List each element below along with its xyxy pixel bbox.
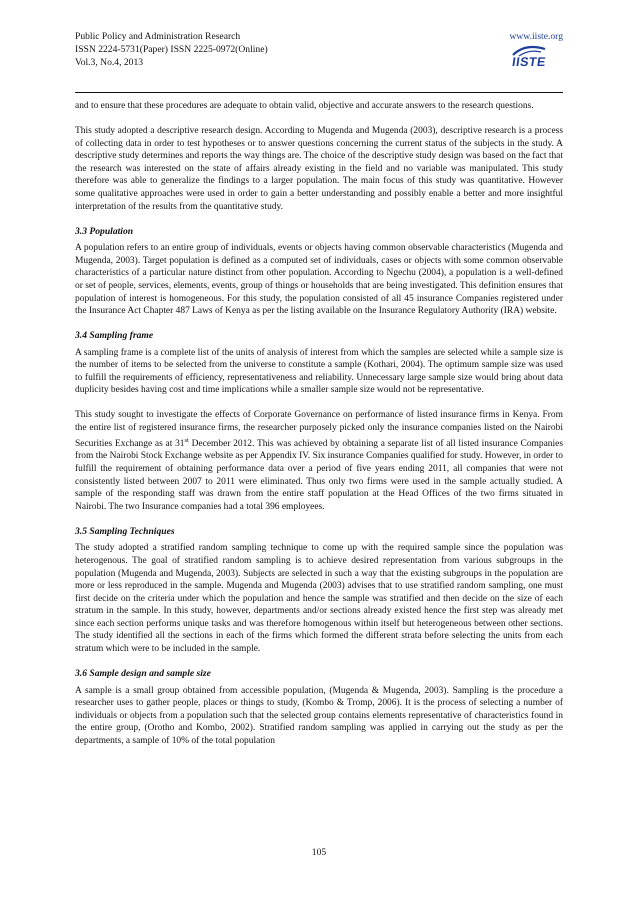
sampling-frame-paragraph: A sampling frame is a complete list of the units of analysis of interest from which the samples are selected while a sample size is the number of items to be selected from the universe to constitute a sample (Kothari, 2004). The optimum sample size was used to fulfill the requirements of efficiency, representativeness and reliability. Unnecessary large sample size would bring about data duplicity besides having cost and time implications while a smaller sample size would not be representative. <box>75 347 563 396</box>
sample-design-heading: 3.6 Sample design and sample size <box>75 668 211 680</box>
page-header <box>75 30 563 88</box>
page-number: 105 <box>311 847 327 858</box>
document-page <box>75 30 563 858</box>
journal-title: Public Policy and Administration Research <box>75 31 241 42</box>
governance-paragraph <box>75 409 563 513</box>
journal-volume: Vol.3, No.4, 2013 <box>75 57 144 68</box>
logo-text: IISTE <box>511 55 547 69</box>
journal-issn: ISSN 2224-5731(Paper) ISSN 2225-0972(Online) <box>75 44 268 55</box>
ordinal-superscript: st <box>184 436 189 444</box>
article-body <box>75 100 563 760</box>
intro-continuation-paragraph: and to ensure that these procedures are adequate to obtain valid, objective and accurate answers to the research questions. <box>75 101 534 111</box>
sampling-frame-heading: 3.4 Sampling frame <box>75 330 154 342</box>
sampling-techniques-paragraph: The study adopted a stratified random sampling technique to come up with the required sample since the population was heterogenous. The goal of stratified random sampling is to achieve desired representation from various subgroups in the population (Mugenda and Mugenda, 2003). Subjects are selected in such a way that the existing subgroups in the population are more or less reproduced in the sample. Mugenda and Mugenda (2003) advises that to use stratified random sampling, one must first decide on the criteria under which the population and hence the sample was stratified and then decide on the size of each stratum in the sample. In this study, however, departments and/or sections already existed hence the first step was already met since each section performs unique tasks and was therefore homogenous within itself but heterogeneous between other sections. The study identified all the sections in each of the firms which formed the different strata before selecting the units from each stratum which were to be included in the sample. <box>75 543 563 655</box>
sample-design-paragraph: A sample is a small group obtained from accessible population, (Mugenda & Mugenda, 2003). Sampling is the procedure a researcher uses to gather people, places or things to study, (Kombo & Tromp, 2006). It is the process of selecting a number of individuals or objects from a population such that the selected group contains elements representative of characteristics found in the entire group, (Orotho and Kombo, 2002). Stratified random sampling was applied in carrying out the study as per the departments, a sample of 10% of the total population <box>75 685 563 747</box>
population-paragraph: A population refers to an entire group of individuals, events or objects having common observable characteristics (Mugenda and Mugenda, 2003). Target population is defined as a computed set of individuals, cases or objects with some common observable characteristics of a particular nature distinct from other population. According to Ngechu (2004), a population is a well-defined or set of people, services, elements, events, group of things or households that are being investigated. This definition ensures that population of interest is homogeneous. For this study, the population consisted of all 45 insurance Companies registered under the Insurance Act Chapter 487 Laws of Kenya as per the listing available on the Insurance Regulatory Authority (IRA) website. <box>75 243 563 317</box>
sampling-techniques-heading: 3.5 Sampling Techniques <box>75 525 175 537</box>
governance-text-part-2: December 2012. This was achieved by obtaining a separate list of all listed insurance Companies from the Nairobi Stock Exchange website as per Appendix IV. Six insurance Companies qualified for study. However, in order to fulfill the requirement of obtaining performance data over a period of five years ending 2011, all companies that were not consistently listed between 2007 to 2011 were eliminated. Thus only two firms were used in the sample actually studied. A sample of the responding staff was drawn from the entire staff population at the Head Offices of the two firms situated in Nairobi. The two Insurance companies had a total 396 employees. <box>75 438 563 512</box>
research-design-paragraph: This study adopted a descriptive research design. According to Mugenda and Mugenda (2003), descriptive research is a process of collecting data in order to test hypotheses or to answer questions concerning the current status of the subjects in the study. A descriptive study determines and reports the way things are. The choice of the descriptive study design was based on the fact that the research was interested on the state of affairs already existing in the field and no variable was manipulated. This study therefore was able to generalize the findings to a larger population. The main focus of this study was quantitative. However some qualitative approaches were used in order to gain a better understanding and possibly enable a better and more insightful interpretation of the results from the quantitative study. <box>75 125 563 212</box>
journal-url-link[interactable]: www.iiste.org <box>509 31 563 42</box>
iiste-logo <box>507 45 551 71</box>
population-heading: 3.3 Population <box>75 225 134 237</box>
header-divider <box>75 92 563 93</box>
journal-info <box>75 30 563 69</box>
governance-text-part-1: This study sought to investigate the effects of Corporate Governance on performance of listed insurance firms in Kenya. From the entire list of registered insurance firms, the researcher purposely picked only the insurance companies listed on the Nairobi Securities Exchange as at 31 <box>75 410 563 449</box>
